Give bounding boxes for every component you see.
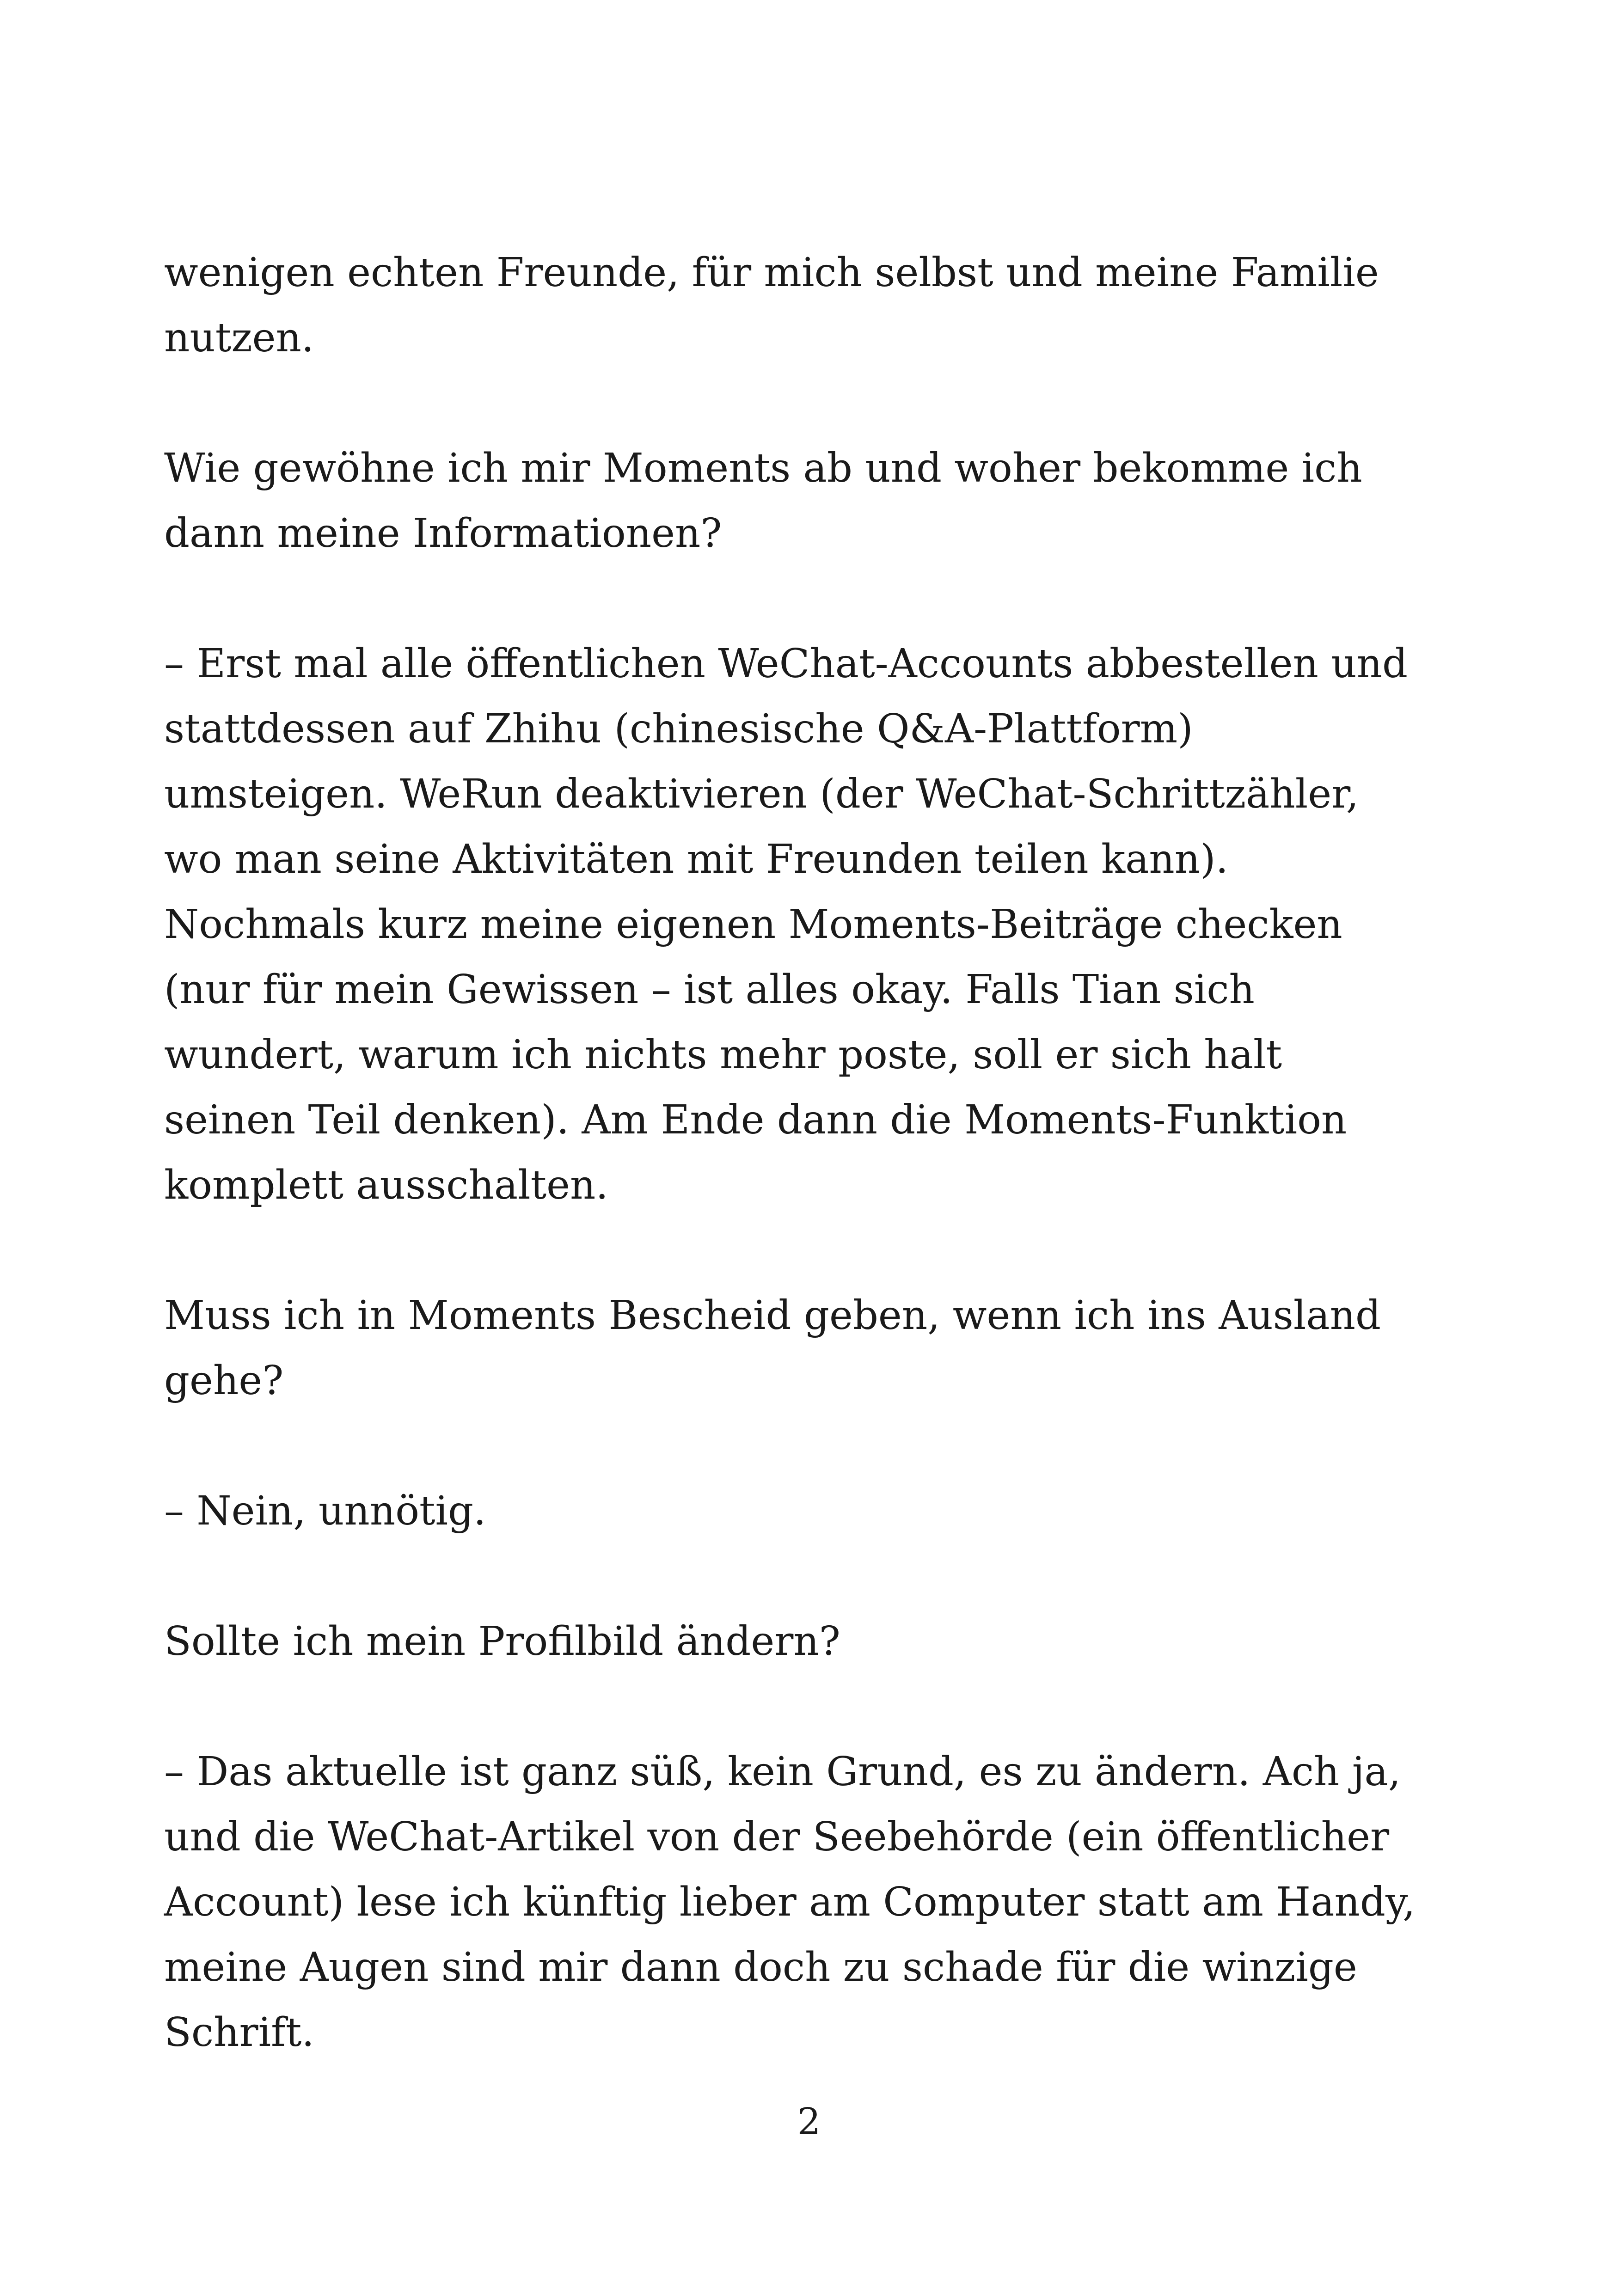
answer-paragraph: – Erst mal alle öffentlichen WeChat-Accounts abbestellen und stattdessen auf Zhihu (chinesische Q&A-Plattform) umsteigen. WeRun deaktivieren (der WeChat-Schrittzähler, wo man seine Aktivitäten mit Freunden teilen kann). Nochmals kurz meine eigenen Moments-Beiträge checken (nur für mein Gewissen – ist alles okay. Falls Tian sich wundert, warum ich nichts mehr poste, soll er sich halt seinen Teil denken). Am Ende dann die Moments-Funktion komplett ausschalten. [164, 641, 1408, 1208]
question-paragraph: Wie gewöhne ich mir Moments ab und woher bekomme ich dann meine Informationen? [164, 445, 1362, 557]
question-paragraph: Sollte ich mein Profilbild ändern? [164, 1618, 840, 1665]
answer-paragraph: – Nein, unnötig. [164, 1488, 486, 1534]
page-number: 2 [797, 2100, 821, 2143]
paragraph: wenigen echten Freunde, für mich selbst und meine Familie nutzen. [164, 250, 1379, 361]
text-body [164, 240, 1422, 2131]
answer-paragraph: – Das aktuelle ist ganz süß, kein Grund, es zu ändern. Ach ja, und die WeChat-Artikel von der Seebehörde (ein öffentlicher Account) lese ich künftig lieber am Computer statt am Handy, meine Augen sind mir dann doch zu schade für die winzige Schrift. [164, 1749, 1416, 2056]
question-paragraph: Muss ich in Moments Bescheid geben, wenn ich ins Ausland gehe? [164, 1292, 1381, 1404]
